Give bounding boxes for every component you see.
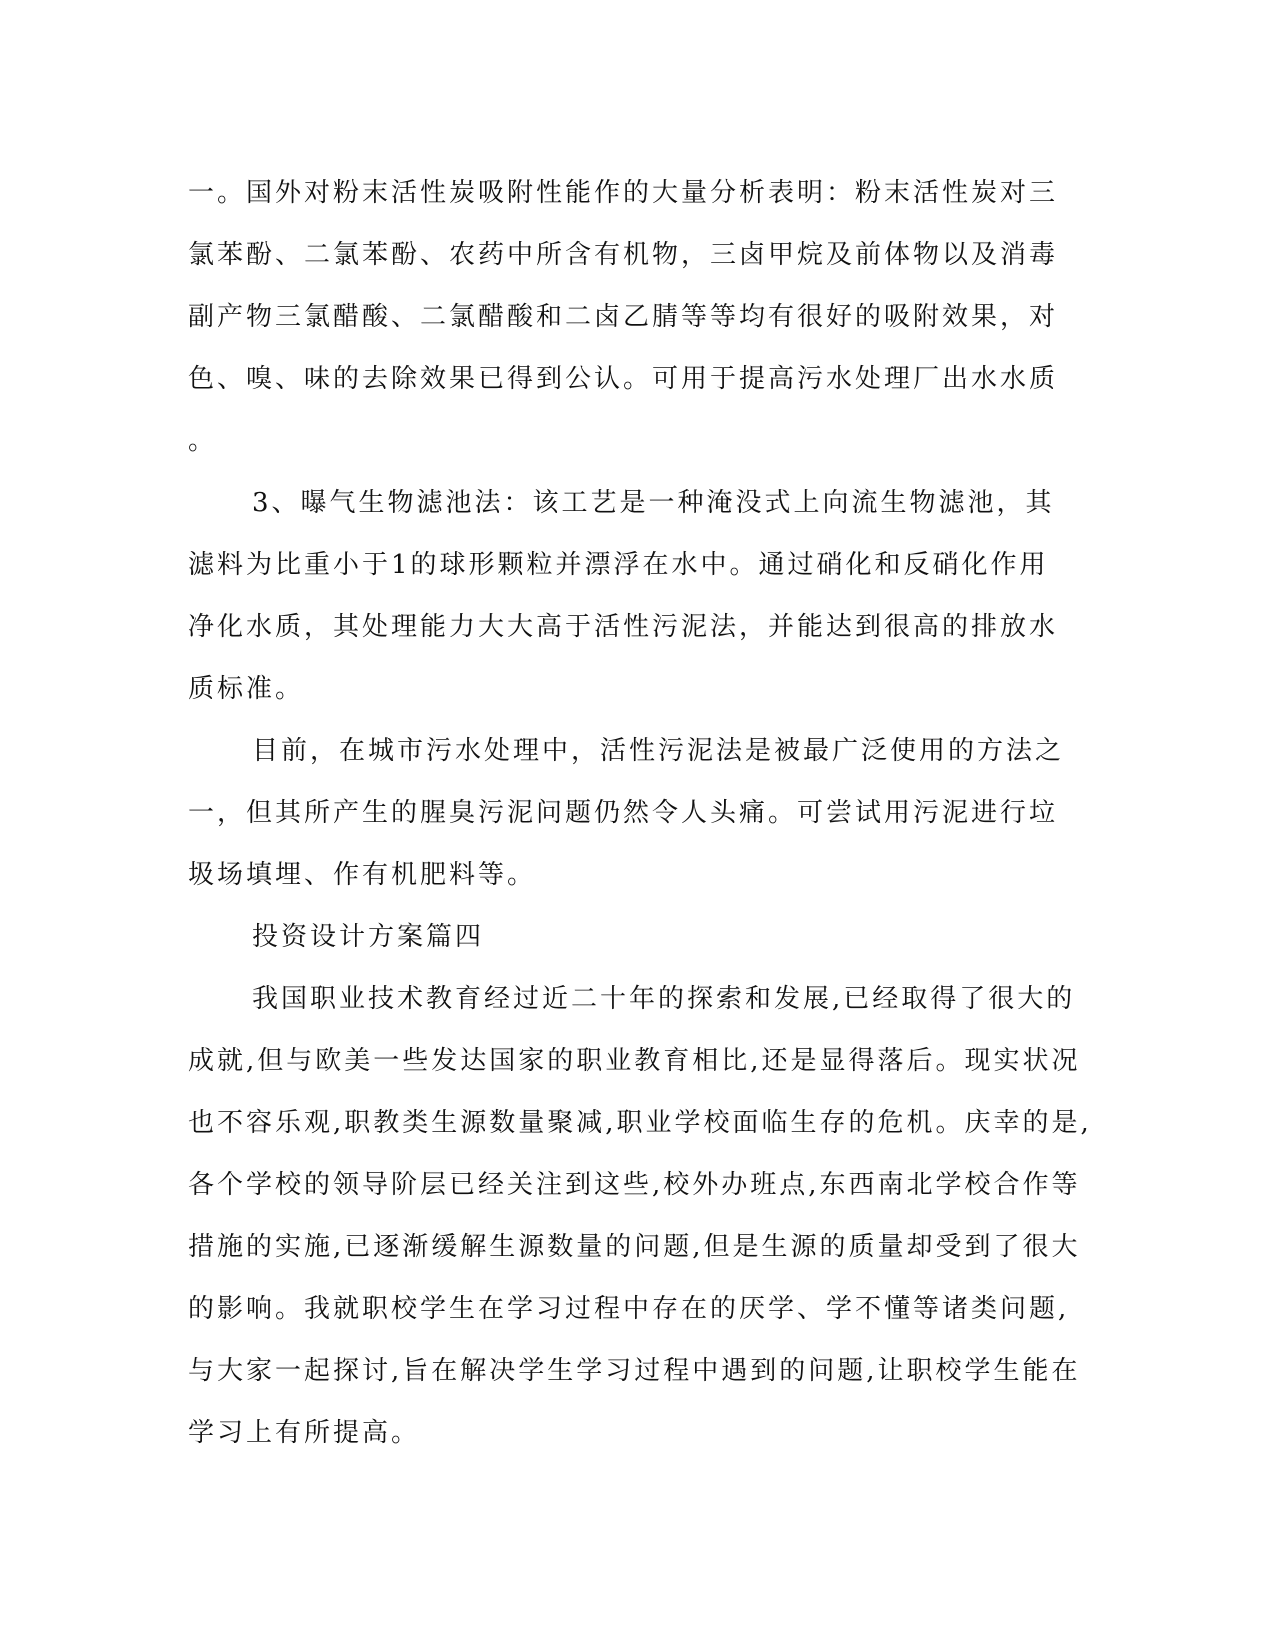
document-body <box>188 162 1092 1464</box>
section-heading: 投资设计方案篇四 <box>252 922 485 952</box>
text-line: 。 <box>188 426 218 456</box>
text-line: 各个学校的领导阶层已经关注到这些,校外办班点,东西南北学校合作等 <box>188 1170 1081 1200</box>
text-line: 滤料为比重小于1的球形颗粒并漂浮在水中。通过硝化和反硝化作用 <box>188 550 1049 580</box>
text-line: 措施的实施,已逐渐缓解生源数量的问题,但是生源的质量却受到了很大 <box>188 1232 1081 1262</box>
text-line: 质标准。 <box>188 674 305 704</box>
text-line: 一，但其所产生的腥臭污泥问题仍然令人头痛。可尝试用污泥进行垃 <box>188 798 1059 828</box>
paragraph-start-line: 目前，在城市污水处理中，活性污泥法是被最广泛使用的方法之 <box>252 736 1065 766</box>
text-line: 副产物三氯醋酸、二氯醋酸和二卤乙腈等等均有很好的吸附效果，对 <box>188 302 1059 332</box>
text-line: 与大家一起探讨,旨在解决学生学习过程中遇到的问题,让职校学生能在 <box>188 1356 1081 1386</box>
text-line: 净化水质，其处理能力大大高于活性污泥法，并能达到很高的排放水 <box>188 612 1059 642</box>
text-line: 一。国外对粉末活性炭吸附性能作的大量分析表明：粉末活性炭对三 <box>188 178 1059 208</box>
text-line: 色、嗅、味的去除效果已得到公认。可用于提高污水处理厂出水水质 <box>188 364 1059 394</box>
text-line: 成就,但与欧美一些发达国家的职业教育相比,还是显得落后。现实状况 <box>188 1046 1081 1076</box>
paragraph-start-line: 3、曝气生物滤池法：该工艺是一种淹没式上向流生物滤池，其 <box>252 488 1055 518</box>
text-line: 也不容乐观,职教类生源数量聚减,职业学校面临生存的危机。庆幸的是, <box>188 1108 1092 1138</box>
text-line: 氯苯酚、二氯苯酚、农药中所含有机物，三卤甲烷及前体物以及消毒 <box>188 240 1059 270</box>
text-line: 圾场填埋、作有机肥料等。 <box>188 860 537 890</box>
text-line: 的影响。我就职校学生在学习过程中存在的厌学、学不懂等诸类问题, <box>188 1294 1070 1324</box>
paragraph-start-line: 我国职业技术教育经过近二十年的探索和发展,已经取得了很大的 <box>252 984 1076 1014</box>
text-line: 学习上有所提高。 <box>188 1418 421 1448</box>
